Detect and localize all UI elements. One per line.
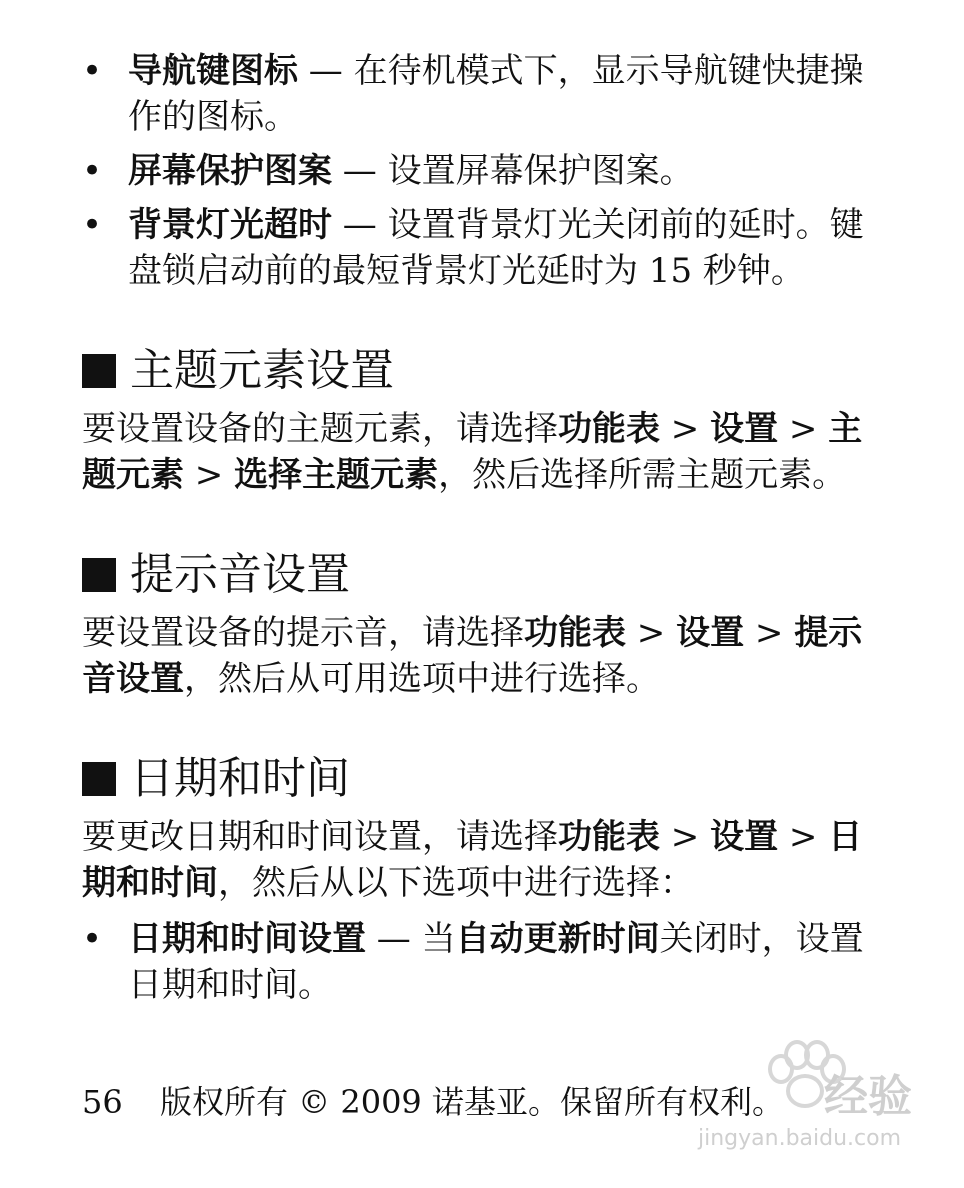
bullet-item [82, 916, 882, 1008]
para-text: 要设置设备的主题元素，请选择 [82, 409, 558, 449]
bullet-dot: • [82, 151, 103, 191]
menu-separator: > [744, 613, 795, 653]
term: 日期和时间设置 [128, 919, 366, 959]
heading-text: 提示音设置 [130, 549, 350, 600]
square-icon [82, 354, 116, 388]
term: 自动更新时间 [455, 919, 660, 959]
menu-path-item: 设置 [710, 409, 779, 449]
menu-path-item: 设置 [710, 817, 779, 857]
menu-separator: > [626, 613, 677, 653]
menu-path-item: 选择主题元素 [234, 455, 439, 495]
section-paragraph [82, 610, 882, 702]
menu-separator: > [184, 455, 235, 495]
bullet-item [82, 148, 882, 194]
bullet-desc: — 当 [366, 919, 456, 959]
bullet-item [82, 202, 882, 294]
copyright-text: 版权所有 © 2009 诺基亚。保留所有权利。 [160, 1083, 784, 1121]
para-text: 要设置设备的提示音，请选择 [82, 613, 524, 653]
heading-text: 主题元素设置 [130, 345, 394, 396]
section-heading [82, 750, 882, 808]
term: 屏幕保护图案 [128, 151, 332, 191]
para-text: ，然后从以下选项中进行选择： [218, 863, 694, 903]
bullet-text [128, 48, 882, 140]
menu-separator: > [660, 817, 711, 857]
para-text: ，然后选择所需主题元素。 [438, 455, 847, 495]
bullet-item [82, 48, 882, 140]
section-paragraph [82, 406, 882, 498]
square-icon [82, 762, 116, 796]
bullet-desc: — 在待机模式下，显示导航键快捷操作的图标。 [128, 51, 864, 137]
watermark-url: jingyan.baidu.com [698, 1126, 902, 1151]
para-text: ，然后从可用选项中进行选择。 [184, 659, 660, 699]
menu-path-item: 功能表 [558, 817, 660, 857]
page-number: 56 [82, 1083, 123, 1121]
bullet-text [128, 202, 882, 294]
square-icon [82, 558, 116, 592]
menu-path-item: 功能表 [558, 409, 660, 449]
menu-path-item: 主题元素 [82, 409, 863, 495]
menu-separator: > [660, 409, 711, 449]
term: 背景灯光超时 [128, 205, 332, 245]
section-heading [82, 342, 882, 400]
watermark [690, 1030, 920, 1160]
term: 导航键图标 [128, 51, 298, 91]
menu-separator: > [778, 409, 829, 449]
menu-path-item: 功能表 [524, 613, 626, 653]
bullet-dot: • [82, 51, 103, 91]
bullet-desc: 关闭时，设置日期和时间。 [128, 919, 864, 1005]
section-heading [82, 546, 882, 604]
menu-path-item: 提示音设置 [82, 613, 863, 699]
menu-separator: > [778, 817, 829, 857]
watermark-logo: 经验 [824, 1071, 912, 1122]
bullet-text [128, 916, 882, 1008]
menu-path-item: 设置 [676, 613, 745, 653]
section-paragraph [82, 814, 882, 906]
bullet-desc: — 设置屏幕保护图案。 [332, 151, 694, 191]
heading-text: 日期和时间 [130, 753, 350, 804]
menu-path-item: 日期和时间 [82, 817, 863, 903]
page-content [82, 48, 882, 1016]
bullet-text [128, 148, 882, 194]
bullet-desc: — 设置背景灯光关闭前的延时。键盘锁启动前的最短背景灯光延时为 15 秒钟。 [128, 205, 864, 291]
para-text: 要更改日期和时间设置，请选择 [82, 817, 558, 857]
page-footer [82, 1082, 784, 1122]
bullet-dot: • [82, 919, 103, 959]
bullet-dot: • [82, 205, 103, 245]
